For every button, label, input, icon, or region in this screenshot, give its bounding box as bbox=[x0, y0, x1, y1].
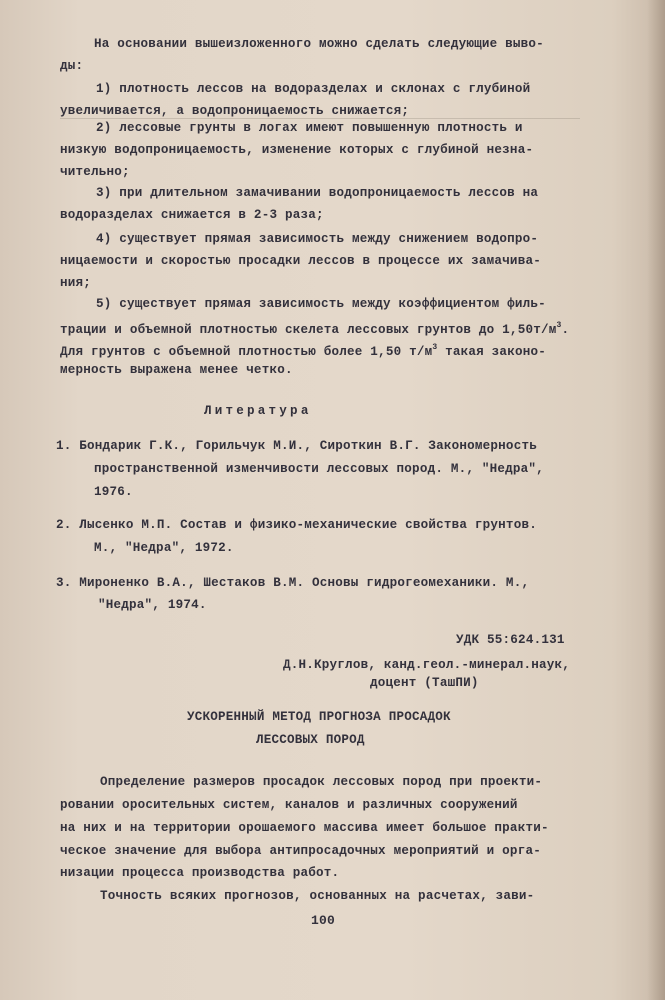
references-heading: Литература bbox=[204, 404, 312, 418]
reference-1-line-3: 1976. bbox=[94, 485, 133, 499]
reference-2-line-2: М., "Недра", 1972. bbox=[94, 541, 234, 555]
reference-3-line-1: 3. Мироненко В.А., Шестаков В.М. Основы гидрогеомеханики. М., bbox=[56, 576, 530, 590]
item-2-line-3: чительно; bbox=[60, 165, 130, 179]
item-5-line-3-text-b: такая законо- bbox=[437, 345, 546, 359]
item-5-line-4: мерность выражена менее четко. bbox=[60, 363, 293, 377]
item-5-line-2-text: трации и объемной плотностью скелета лессовых грунтов до 1,50т/м bbox=[60, 323, 557, 337]
item-5-line-2 bbox=[60, 318, 569, 338]
cubic-superscript: 3 bbox=[432, 343, 438, 352]
author-line-1: Д.Н.Круглов, канд.геол.-минерал.наук, bbox=[283, 658, 571, 672]
conclusions-intro-line-1: На основании вышеизложенного можно сделать следующие выво- bbox=[94, 37, 544, 51]
conclusions-intro-line-2: ды: bbox=[60, 59, 84, 73]
item-2-line-2: низкую водопроницаемость, изменение которых с глубиной незна- bbox=[60, 143, 534, 157]
item-5-line-3-text-a: Для грунтов с объемной плотностью более 1,50 т/м bbox=[60, 345, 433, 359]
item-3-line-2: водоразделах снижается в 2-3 раза; bbox=[60, 208, 324, 222]
item-4-line-2: ницаемости и скоростью просадки лессов в процессе их замачива- bbox=[60, 254, 541, 268]
udk-code: УДК 55:624.131 bbox=[456, 633, 565, 647]
reference-1-line-2: пространственной изменчивости лессовых пород. М., "Недра", bbox=[94, 462, 544, 476]
body-line-2: ровании оросительных систем, каналов и различных сооружений bbox=[60, 798, 518, 812]
item-5-line-2-end: . bbox=[561, 323, 570, 337]
item-3-line-1: 3) при длительном замачивании водопроницаемость лессов на bbox=[96, 186, 539, 200]
item-1-line-2: увеличивается, а водопроницаемость снижается; bbox=[60, 104, 410, 118]
cubic-superscript: 3 bbox=[556, 321, 562, 330]
item-5-line-1: 5) существует прямая зависимость между коэффициентом филь- bbox=[96, 297, 546, 311]
reference-3-line-2: "Недра", 1974. bbox=[98, 598, 207, 612]
author-line-2: доцент (ТашПИ) bbox=[370, 676, 479, 690]
body-line-3: на них и на территории орошаемого массива имеет большое практи- bbox=[60, 821, 549, 835]
page-number: 100 bbox=[311, 913, 336, 928]
body-line-5: низации процесса производства работ. bbox=[60, 866, 340, 880]
body-line-6: Точность всяких прогнозов, основанных на расчетах, зави- bbox=[100, 889, 535, 903]
item-1-line-1: 1) плотность лессов на водоразделах и склонах с глубиной bbox=[96, 82, 531, 96]
body-line-4: ческое значение для выбора антипросадочных мероприятий и орга- bbox=[60, 844, 541, 858]
item-5-line-3 bbox=[60, 340, 546, 360]
item-4-line-1: 4) существует прямая зависимость между снижением водопро- bbox=[96, 232, 539, 246]
article-title-line-2: ЛЕССОВЫХ ПОРОД bbox=[256, 733, 365, 747]
reference-1-line-1: 1. Бондарик Г.К., Горильчук М.И., Сироткин В.Г. Закономерность bbox=[56, 439, 537, 453]
page-edge-shadow bbox=[647, 0, 665, 1000]
reference-2-line-1: 2. Лысенко М.П. Состав и физико-механические свойства грунтов. bbox=[56, 518, 537, 532]
body-line-1: Определение размеров просадок лессовых пород при проекти- bbox=[100, 775, 543, 789]
item-2-line-1: 2) лессовые грунты в логах имеют повышенную плотность и bbox=[96, 121, 523, 135]
article-title-line-1: УСКОРЕННЫЙ МЕТОД ПРОГНОЗА ПРОСАДОК bbox=[187, 710, 451, 724]
item-4-line-3: ния; bbox=[60, 276, 92, 290]
